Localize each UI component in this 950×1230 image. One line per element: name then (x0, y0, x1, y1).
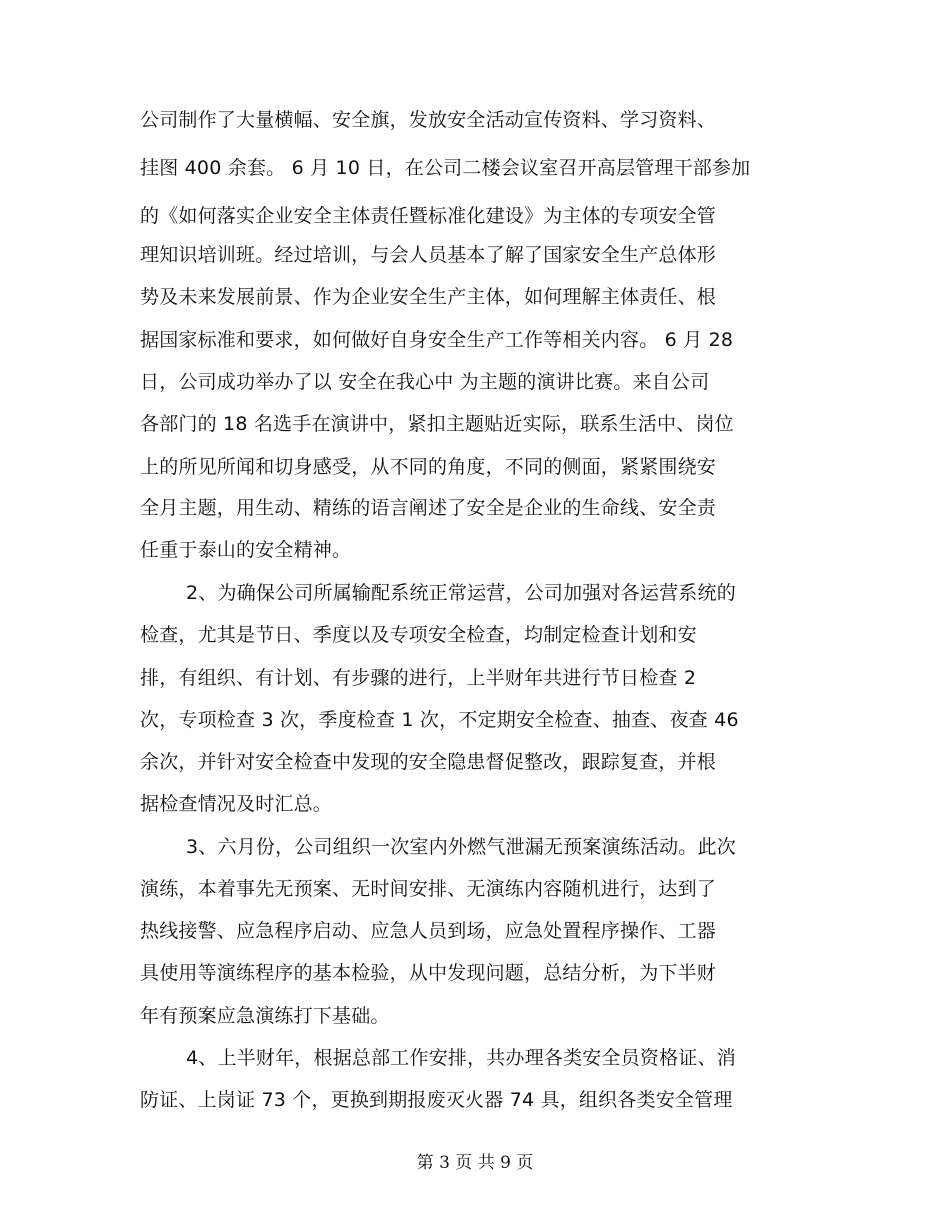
text-line: 具使用等演练程序的基本检验，从中发现问题，总结分析，为下半财 (140, 962, 717, 984)
text-line: 任重于泰山的安全精神。 (140, 539, 352, 561)
text-line: 排，有组织、有计划、有步骤的进行，上半财年共进行节日检查 2 (140, 667, 697, 689)
text-line: 上的所见所闻和切身感受，从不同的角度，不同的侧面，紧紧围绕安 (140, 456, 717, 478)
paragraph-3-first-line: 3、六月份，公司组织一次室内外燃气泄漏无预案演练活动。此次 (186, 836, 736, 858)
paragraph-4-first-line: 4、上半财年，根据总部工作安排，共办理各类安全员资格证、消 (186, 1047, 736, 1069)
text-line: 防证、上岗证 73 个，更换到期报废灭火器 74 具，组织各类安全管理 (140, 1089, 733, 1111)
text-line: 年有预案应急演练打下基础。 (140, 1005, 390, 1027)
text-line: 各部门的 18 名选手在演讲中，紧扣主题贴近实际，联系生活中、岗位 (140, 413, 734, 435)
text-line: 势及未来发展前景、作为企业安全生产主体，如何理解主体责任、根 (140, 286, 717, 308)
text-line: 日，公司成功举办了以 安全在我心中 为主题的演讲比赛。来自公司 (140, 371, 710, 393)
text-line: 据检查情况及时汇总。 (140, 793, 333, 815)
page-number-footer: 第 3 页 共 9 页 (416, 1153, 534, 1173)
text-line: 检查，尤其是节日、季度以及专项安全检查，均制定检查计划和安 (140, 624, 697, 646)
text-line: 全月主题，用生动、精练的语言阐述了安全是企业的生命线、安全责 (140, 497, 717, 519)
text-line: 余次，并针对安全检查中发现的安全隐患督促整改，跟踪复查，并根 (140, 751, 717, 773)
text-line: 的《如何落实企业安全主体责任暨标准化建设》为主体的专项安全管 (140, 205, 717, 227)
text-line: 次，专项检查 3 次，季度检查 1 次，不定期安全检查、抽查、夜查 46 (140, 709, 739, 731)
text-line: 公司制作了大量横幅、安全旗，发放安全活动宣传资料、学习资料、 (140, 109, 717, 131)
paragraph-2-first-line: 2、为确保公司所属输配系统正常运营，公司加强对各运营系统的 (186, 582, 736, 604)
text-line: 热线接警、应急程序启动、应急人员到场，应急处置程序操作、工器 (140, 920, 717, 942)
text-line: 据国家标准和要求，如何做好自身安全生产工作等相关内容。 6 月 28 (140, 329, 734, 351)
text-line: 挂图 400 余套。 6 月 10 日，在公司二楼会议室召开高层管理干部参加 (140, 157, 751, 179)
text-line: 演练，本着事先无预案、无时间安排、无演练内容随机进行，达到了 (140, 878, 717, 900)
text-line: 理知识培训班。经过培训，与会人员基本了解了国家安全生产总体形 (140, 244, 717, 266)
